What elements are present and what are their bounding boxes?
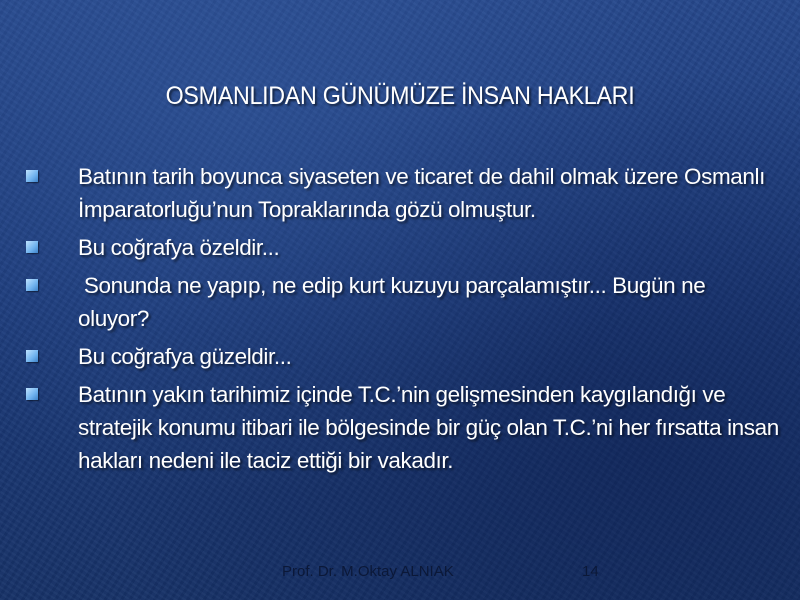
square-bullet-icon <box>26 279 38 291</box>
bullet-item <box>22 378 785 477</box>
square-bullet-icon <box>26 388 38 400</box>
footer-page-number: 14 <box>582 563 599 580</box>
bullet-text: Batının tarih boyunca siyaseten ve ticaret de dahil olmak üzere Osmanlı İmparatorluğu’nun Topraklarında gözü olmuştur. <box>78 164 771 222</box>
bullet-text: Batının yakın tarihimiz içinde T.C.’nin gelişmesinden kaygılandığı ve stratejik konumu itibari ile bölgesinde bir güç olan T.C.’ni her fırsatta insan hakları nedeni ile taciz ettiği bir vakadır. <box>78 382 785 473</box>
slide-title: OSMANLIDAN GÜNÜMÜZE İNSAN HAKLARI <box>165 82 635 110</box>
bullet-list <box>22 160 785 482</box>
footer-author: Prof. Dr. M.Oktay ALNIAK <box>282 563 454 580</box>
bullet-item <box>22 231 782 264</box>
bullet-item <box>22 160 782 226</box>
square-bullet-icon <box>26 241 38 253</box>
bullet-item <box>22 269 782 335</box>
square-bullet-icon <box>26 350 38 362</box>
bullet-item <box>22 340 782 373</box>
bullet-text: Bu coğrafya güzeldir... <box>78 344 292 369</box>
bullet-text: Sonunda ne yapıp, ne edip kurt kuzuyu parçalamıştır... Bugün ne oluyor? <box>78 273 712 331</box>
bullet-text: Bu coğrafya özeldir... <box>78 235 280 260</box>
square-bullet-icon <box>26 170 38 182</box>
